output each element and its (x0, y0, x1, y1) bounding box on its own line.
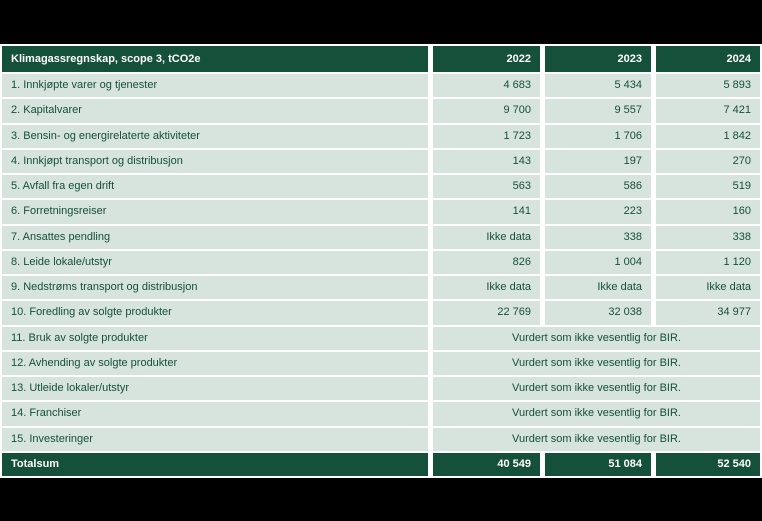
row-label: 2. Kapitalvarer (2, 99, 428, 122)
row-value: 519 (656, 175, 760, 198)
ghg-scope3-table (0, 44, 762, 478)
row-label: 10. Foredling av solgte produkter (2, 301, 428, 324)
row-value: 1 004 (545, 251, 651, 274)
row-value: 826 (433, 251, 540, 274)
row-value: 270 (656, 150, 760, 173)
row-merged-note: Vurdert som ikke vesentlig for BIR. (433, 352, 760, 375)
row-value: 4 683 (433, 74, 540, 97)
row-value: 7 421 (656, 99, 760, 122)
row-value: 563 (433, 175, 540, 198)
column-header-2024: 2024 (656, 46, 760, 72)
row-value: 338 (656, 226, 760, 249)
row-label: 14. Franchiser (2, 402, 428, 425)
row-value: 1 842 (656, 125, 760, 148)
row-value: 9 700 (433, 99, 540, 122)
row-label: 7. Ansattes pendling (2, 226, 428, 249)
row-label: 1. Innkjøpte varer og tjenester (2, 74, 428, 97)
row-value: 223 (545, 200, 651, 223)
row-merged-note: Vurdert som ikke vesentlig for BIR. (433, 402, 760, 425)
table-row (2, 125, 760, 148)
table-row (2, 200, 760, 223)
row-value: 1 706 (545, 125, 651, 148)
row-label: 4. Innkjøpt transport og distribusjon (2, 150, 428, 173)
table-row (2, 352, 760, 375)
total-label: Totalsum (2, 453, 428, 476)
table-row (2, 276, 760, 299)
row-value: 9 557 (545, 99, 651, 122)
row-label: 8. Leide lokale/utstyr (2, 251, 428, 274)
row-value: 1 120 (656, 251, 760, 274)
table-row (2, 251, 760, 274)
table-row (2, 99, 760, 122)
row-value: 160 (656, 200, 760, 223)
row-label: 13. Utleide lokaler/utstyr (2, 377, 428, 400)
table-row (2, 74, 760, 97)
row-value: Ikke data (433, 276, 540, 299)
row-merged-note: Vurdert som ikke vesentlig for BIR. (433, 428, 760, 451)
row-label: 6. Forretningsreiser (2, 200, 428, 223)
row-value: 22 769 (433, 301, 540, 324)
table-header-row (2, 46, 760, 72)
table-title: Klimagassregnskap, scope 3, tCO2e (2, 46, 428, 72)
table-row (2, 175, 760, 198)
row-value: 1 723 (433, 125, 540, 148)
row-label: 12. Avhending av solgte produkter (2, 352, 428, 375)
table-total-row (2, 453, 760, 476)
row-value: 5 434 (545, 74, 651, 97)
row-value: 141 (433, 200, 540, 223)
row-value: 34 977 (656, 301, 760, 324)
row-value: Ikke data (656, 276, 760, 299)
table-row (2, 377, 760, 400)
row-value: Ikke data (545, 276, 651, 299)
row-value: Ikke data (433, 226, 540, 249)
table-row (2, 226, 760, 249)
row-value: 5 893 (656, 74, 760, 97)
row-label: 5. Avfall fra egen drift (2, 175, 428, 198)
row-value: 32 038 (545, 301, 651, 324)
row-value: 586 (545, 175, 651, 198)
row-value: 338 (545, 226, 651, 249)
column-header-2022: 2022 (433, 46, 540, 72)
row-merged-note: Vurdert som ikke vesentlig for BIR. (433, 327, 760, 350)
row-merged-note: Vurdert som ikke vesentlig for BIR. (433, 377, 760, 400)
table-row (2, 428, 760, 451)
table-row (2, 301, 760, 324)
row-label: 9. Nedstrøms transport og distribusjon (2, 276, 428, 299)
column-header-2023: 2023 (545, 46, 651, 72)
table-row (2, 327, 760, 350)
table-row (2, 150, 760, 173)
total-value-2023: 51 084 (545, 453, 651, 476)
row-label: 11. Bruk av solgte produkter (2, 327, 428, 350)
total-value-2022: 40 549 (433, 453, 540, 476)
row-value: 143 (433, 150, 540, 173)
row-label: 3. Bensin- og energirelaterte aktiviteter (2, 125, 428, 148)
total-value-2024: 52 540 (656, 453, 760, 476)
table-row (2, 402, 760, 425)
row-value: 197 (545, 150, 651, 173)
row-label: 15. Investeringer (2, 428, 428, 451)
